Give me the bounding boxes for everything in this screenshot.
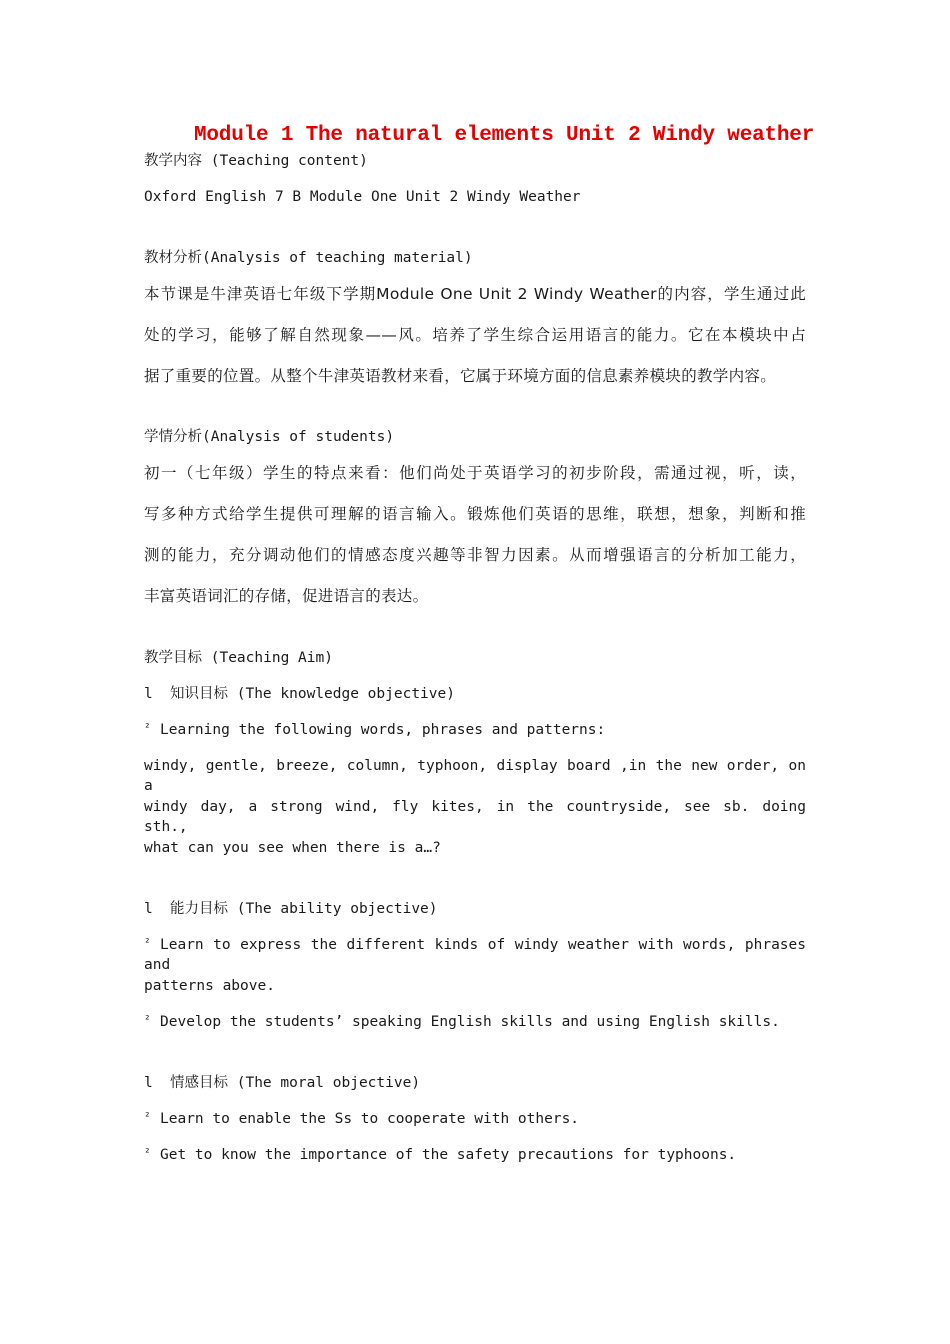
sub-list-marker: ² — [144, 1110, 151, 1123]
student-analysis-line: 丰富英语词汇的存储，促进语言的表达。 — [144, 587, 429, 605]
ability-objective-label: 能力目标 (The ability objective) — [170, 901, 438, 917]
section-heading-student-analysis: 学情分析(Analysis of students) — [144, 429, 395, 445]
section-heading-material-analysis: 教材分析(Analysis of teaching material) — [144, 250, 473, 266]
knowledge-objective-item — [144, 720, 605, 740]
ability-objective-heading — [144, 899, 438, 919]
document-page — [144, 0, 815, 1344]
list-marker: l — [144, 1075, 153, 1091]
vocab-line: windy, gentle, breeze, column, typhoon, display board ,in the new order, on a — [144, 758, 806, 794]
vocab-line: windy day, a strong wind, fly kites, in the countryside, see sb. doing sth., — [144, 799, 806, 835]
ability-objective-item — [144, 1012, 780, 1032]
student-analysis-line: 测的能力，充分调动他们的情感态度兴趣等非智力因素。从而增强语言的分析加工能力， — [144, 546, 806, 564]
ability-item-continuation: patterns above. — [144, 978, 275, 994]
document-title: Module 1 The natural elements Unit 2 Windy weather — [194, 124, 815, 147]
knowledge-item-text: Learning the following words, phrases and patterns: — [160, 722, 606, 738]
student-analysis-line: 写多种方式给学生提供可理解的语言输入。锻炼他们英语的思维，联想，想象，判断和推 — [144, 505, 806, 523]
moral-objective-label: 情感目标 (The moral objective) — [170, 1075, 421, 1091]
moral-objective-heading — [144, 1073, 420, 1093]
sub-list-marker: ² — [144, 1146, 151, 1159]
list-marker: l — [144, 901, 153, 917]
sub-list-marker: ² — [144, 936, 151, 949]
material-analysis-line: 处的学习，能够了解自然现象——风。培养了学生综合运用语言的能力。它在本模块中占 — [144, 326, 806, 344]
moral-item-text: Learn to enable the Ss to cooperate with others. — [160, 1111, 580, 1127]
sub-list-marker: ² — [144, 721, 151, 734]
knowledge-objective-label: 知识目标 (The knowledge objective) — [170, 686, 455, 702]
vocab-line: what can you see when there is a…? — [144, 840, 441, 856]
section-heading-teaching-content: 教学内容 (Teaching content) — [144, 153, 368, 169]
teaching-content-text: Oxford English 7 B Module One Unit 2 Windy Weather — [144, 189, 581, 205]
section-heading-teaching-aim: 教学目标 (Teaching Aim) — [144, 650, 333, 666]
student-analysis-line: 初一（七年级）学生的特点来看：他们尚处于英语学习的初步阶段，需通过视，听，读， — [144, 464, 806, 482]
moral-objective-item — [144, 1145, 736, 1165]
moral-objective-item — [144, 1109, 579, 1129]
ability-item-text: Develop the students’ speaking English skills and using English skills. — [160, 1014, 780, 1030]
knowledge-objective-heading — [144, 684, 455, 704]
material-analysis-line: 本节课是牛津英语七年级下学期Module One Unit 2 Windy Weather的内容，学生通过此 — [144, 285, 806, 303]
material-analysis-line: 据了重要的位置。从整个牛津英语教材来看，它属于环境方面的信息素养模块的教学内容。 — [144, 367, 777, 385]
ability-objective-item — [144, 935, 806, 975]
list-marker: l — [144, 686, 153, 702]
ability-item-text: Learn to express the different kinds of windy weather with words, phrases and — [144, 937, 806, 973]
moral-item-text: Get to know the importance of the safety precautions for typhoons. — [160, 1147, 737, 1163]
sub-list-marker: ² — [144, 1013, 151, 1026]
